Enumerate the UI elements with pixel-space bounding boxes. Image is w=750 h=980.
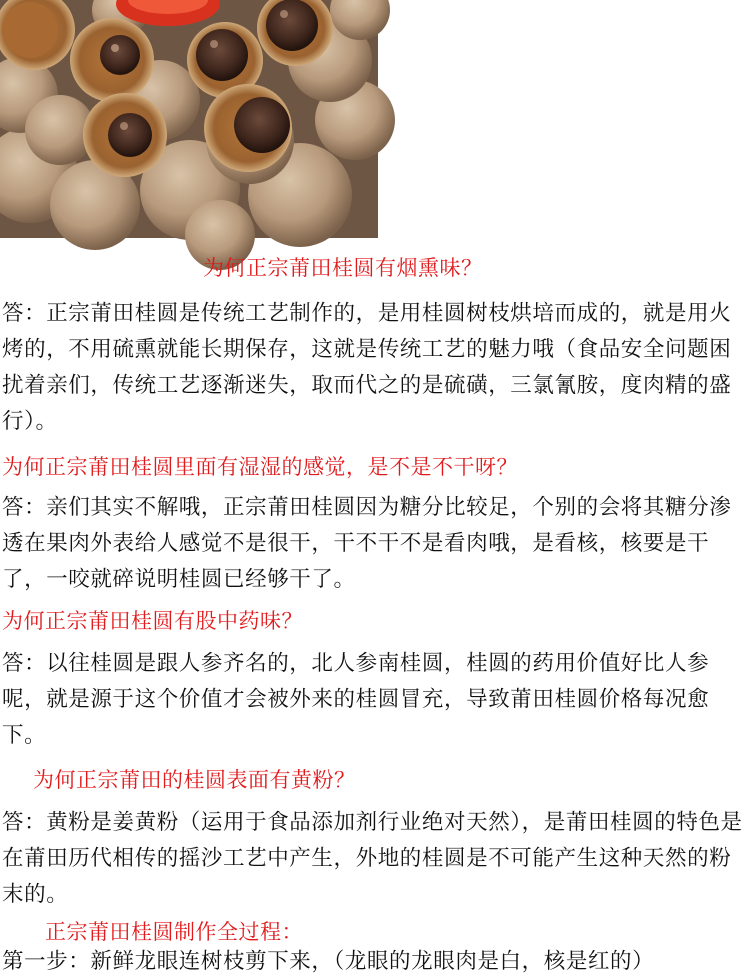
answer-text: 答：正宗莆田桂圆是传统工艺制作的，是用桂圆树枝烘培而成的，就是用火烤的，不用硫熏就能长期保存，这就是传统工艺的魅力哦（食品安全问题困扰着亲们，传统工艺逐渐迷失，取而代之的是硫磺，三氯氰胺，度肉精的盛行）。 [2, 301, 732, 434]
question-heading: 为何正宗莆田桂圆有股中药味？ [2, 609, 303, 633]
question-heading: 为何正宗莆田的桂圆表面有黄粉？ [33, 768, 356, 792]
question-heading: 为何正宗莆田桂圆里面有湿湿的感觉，是不是不干呀？ [2, 455, 518, 479]
answer-text: 答：以往桂圆是跟人参齐名的，北人参南桂圆，桂圆的药用价值好比人参呢，就是源于这个价值才会被外来的桂圆冒充，导致莆田桂圆价格每况愈下。 [2, 651, 710, 748]
longan-photo [0, 0, 378, 238]
answer-text: 答：黄粉是姜黄粉（运用于食品添加剂行业绝对天然），是莆田桂圆的特色是在莆田历代相传的摇沙工艺中产生，外地的桂圆是不可能产生这种天然的粉末的。 [2, 810, 743, 907]
answer-text: 答：亲们其实不解哦，正宗莆田桂圆因为糖分比较足，个别的会将其糖分渗透在果肉外表给人感觉不是很干，干不干不是看肉哦，是看核，核要是干了，一咬就碎说明桂圆已经够干了。 [2, 495, 732, 592]
cut-off-line [2, 944, 748, 974]
question-heading: 为何正宗莆田桂圆有烟熏味？ [203, 256, 483, 280]
longan-photo-illustration [0, 0, 378, 238]
section-heading: 正宗莆田桂圆制作全过程： [45, 920, 303, 944]
cut-off-line-text: 第一步：新鲜龙眼连树枝剪下来，（龙眼的龙眼肉是白，核是红的） [2, 949, 655, 974]
